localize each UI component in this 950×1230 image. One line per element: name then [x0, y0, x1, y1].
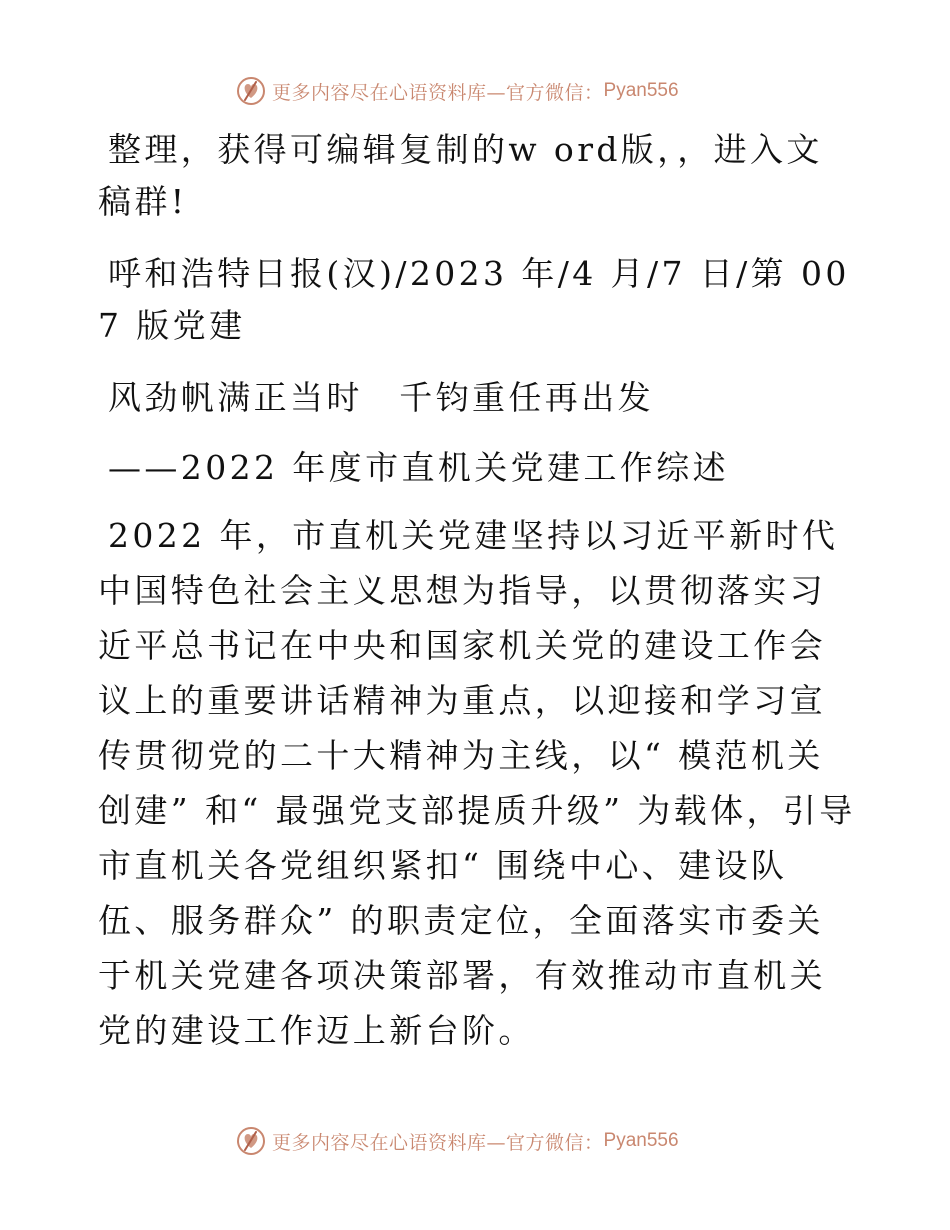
document-content [98, 124, 858, 1058]
heart-pen-logo-icon [236, 1126, 266, 1156]
watermark-handle: Pyan556 [603, 80, 679, 101]
body-paragraph: 2022 年，市直机关党建坚持以习近平新时代中国特色社会主义思想为指导，以贯彻落实习近平总书记在中央和国家机关党的建设工作会议上的重要讲话精神为重点，以迎接和学习宣传贯彻党的二十大精神为主线，以“ 模范机关创建” 和“ 最强党支部提质升级” 为载体，引导市直机关各党组织紧扣“ 围绕中心、建设队伍、服务群众” 的职责定位，全面落实市委关于机关党建各项决策部署，有效推动市直机关党的建设工作迈上新台阶。 [98, 516, 856, 1050]
footer-watermark [236, 1124, 679, 1158]
watermark-text: 更多内容尽在心语资料库—官方微信： [272, 81, 604, 104]
header-watermark [236, 74, 679, 108]
article-title: 风劲帆满正当时 千钧重任再出发 [108, 378, 654, 417]
intro-paragraph: 整理，获得可编辑复制的w ord版，，进入文稿群! [98, 130, 823, 221]
source-line: 呼和浩特日报(汉)/2023 年/4 月/7 日/第 007 版党建 [98, 254, 850, 345]
article-subtitle: ——2022 年度市直机关党建工作综述 [108, 448, 730, 487]
watermark-handle: Pyan556 [603, 1130, 679, 1151]
heart-pen-logo-icon [236, 76, 266, 106]
watermark-text: 更多内容尽在心语资料库—官方微信： [272, 1131, 604, 1154]
